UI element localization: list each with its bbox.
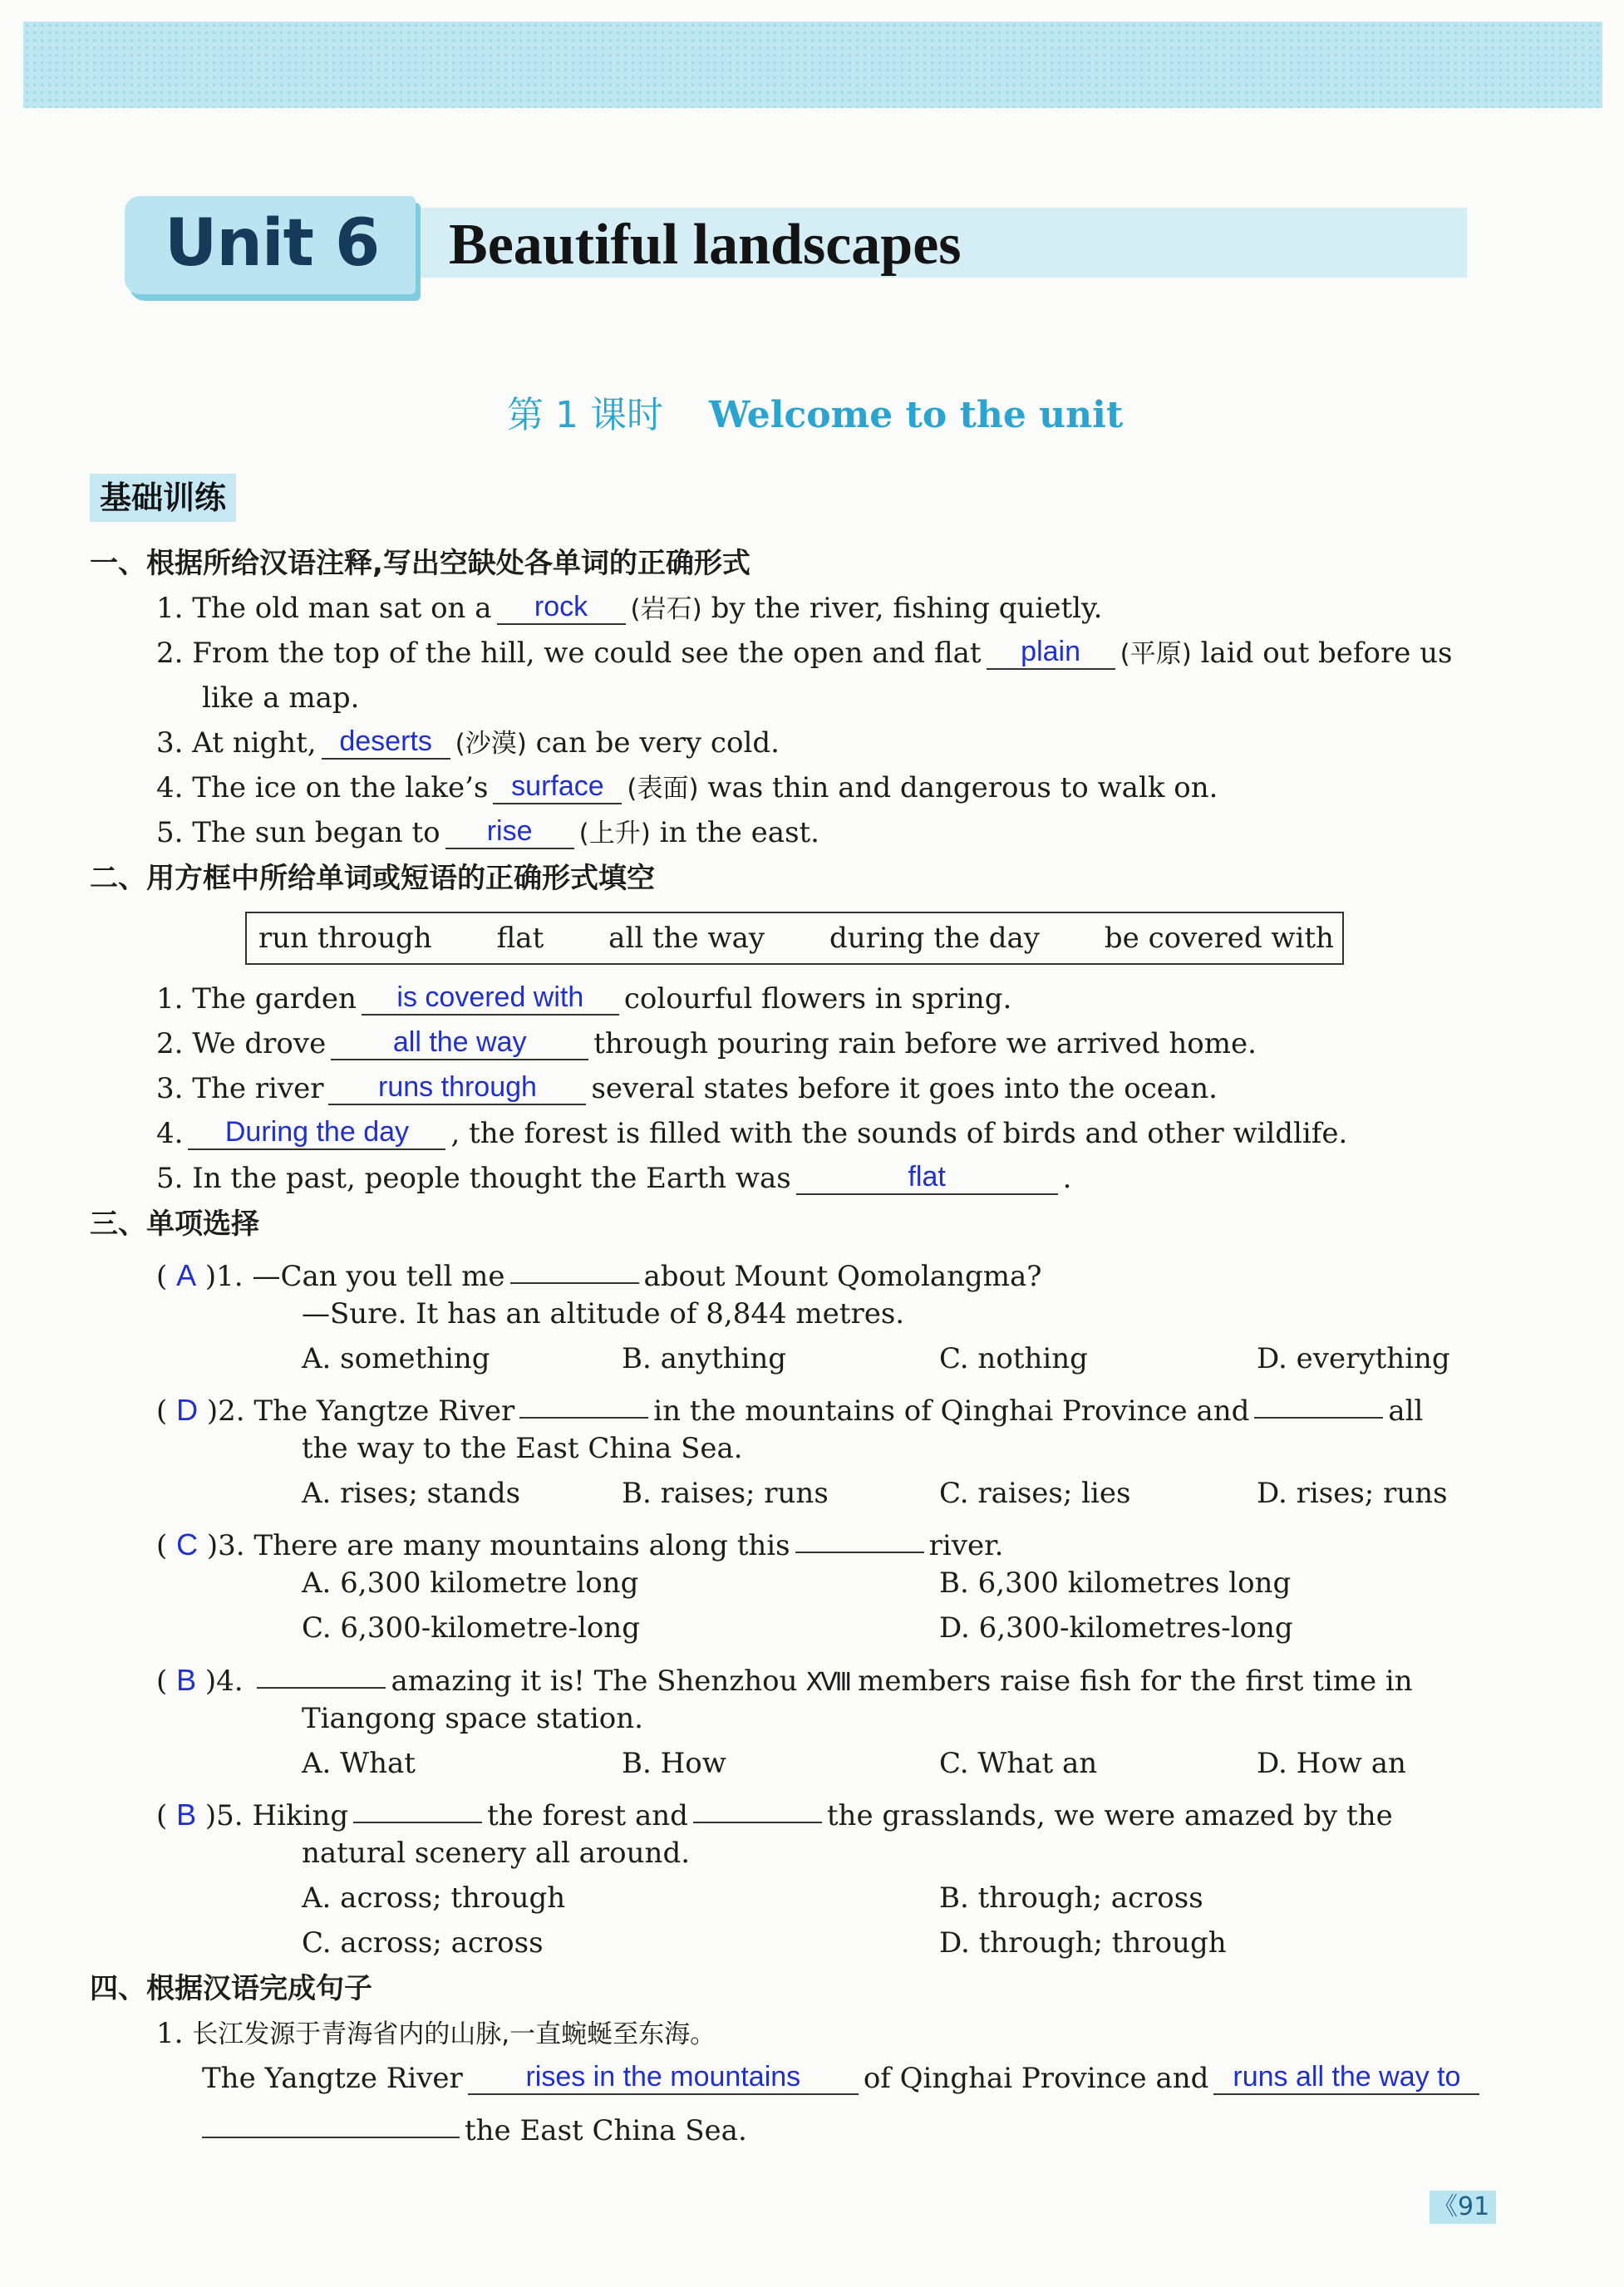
box-word: be covered with	[1104, 922, 1334, 955]
q1-line: ( A )1. —Can you tell me about Mount Qomolangma?	[156, 1249, 1042, 1296]
answer-blank[interactable]	[202, 2103, 460, 2138]
answer-blank[interactable]	[1254, 1384, 1383, 1419]
p1-item-4: 4. The ice on the lake’s surface (表面) was thin and dangerous to walk on.	[156, 770, 1218, 804]
p2-item-5: 5. In the past, people thought the Earth was flat .	[156, 1161, 1072, 1195]
q5-option-c[interactable]: C. across; across	[302, 1926, 544, 1960]
box-word: during the day	[829, 922, 1040, 955]
q1-option-d[interactable]: D. everything	[1257, 1342, 1450, 1375]
part1-heading: 一、根据所给汉语注释,写出空缺处各单词的正确形式	[90, 547, 750, 580]
part4-heading: 四、根据汉语完成句子	[90, 1972, 372, 2005]
q5-line: ( B )5. Hiking the forest and the grasslands, we were amazed by the	[156, 1788, 1393, 1836]
box-word: run through	[258, 922, 432, 955]
p2-item-3: 3. The river runs through several states before it goes into the ocean.	[156, 1071, 1218, 1105]
p2-item-2: 2. We drove all the way through pouring rain before we arrived home.	[156, 1026, 1257, 1060]
p1-item-5: 5. The sun began to rise (上升) in the east.	[156, 815, 819, 849]
answer-blank[interactable]: rise	[445, 814, 574, 849]
q1-option-a[interactable]: A. something	[302, 1342, 490, 1375]
unit-title: Beautiful landscapes	[449, 213, 962, 277]
box-word: flat	[496, 922, 544, 955]
answer-blank[interactable]: flat	[796, 1160, 1058, 1195]
answer-blank[interactable]	[519, 1384, 648, 1419]
q2-option-a[interactable]: A. rises; stands	[302, 1477, 521, 1510]
p4-item-1-en-cont: the East China Sea.	[202, 2103, 747, 2151]
double-chevron-left-icon: 《	[1433, 2192, 1458, 2221]
q4-option-d[interactable]: D. How an	[1257, 1747, 1406, 1780]
answer-blank[interactable]: During the day	[188, 1115, 445, 1150]
lesson-number: 第 1 课时	[507, 394, 663, 436]
p1-item-2: 2. From the top of the hill, we could see the open and flat plain (平原) laid out before us	[156, 636, 1453, 670]
p2-item-1: 1. The garden is covered with colourful flowers in spring.	[156, 981, 1012, 1016]
q3-line: ( C )3. There are many mountains along this river.	[156, 1518, 1003, 1566]
q2-line: ( D )2. The Yangtze River in the mountains of Qinghai Province and all	[156, 1384, 1423, 1431]
answer-blank[interactable]: rises in the mountains	[468, 2060, 859, 2095]
answer-blank[interactable]	[510, 1249, 639, 1284]
p4-item-1-cn: 1. 长江发源于青海省内的山脉,一直蜿蜒至东海。	[156, 2017, 716, 2050]
q5-line2: natural scenery all around.	[302, 1837, 691, 1870]
q2-answer[interactable]: D	[176, 1393, 199, 1427]
q3-option-a[interactable]: A. 6,300 kilometre long	[302, 1566, 639, 1600]
q5-option-d[interactable]: D. through; through	[939, 1926, 1227, 1960]
q4-line: ( B )4. amazing it is! The Shenzhou XVIII members raise fish for the first time in	[156, 1654, 1413, 1703]
q2-line2: the way to the East China Sea.	[302, 1432, 743, 1465]
answer-blank[interactable]	[693, 1788, 822, 1823]
q5-option-a[interactable]: A. across; through	[302, 1881, 566, 1915]
box-word: all the way	[608, 922, 765, 955]
p1-item-3: 3. At night, deserts (沙漠) can be very cold.	[156, 725, 780, 760]
page-number: 《91	[1430, 2191, 1496, 2224]
word-box	[245, 912, 1344, 965]
q2-option-c[interactable]: C. raises; lies	[939, 1477, 1131, 1510]
answer-blank[interactable]: plain	[987, 635, 1115, 670]
answer-blank[interactable]: deserts	[322, 725, 450, 760]
lesson-title	[507, 385, 1123, 438]
section-tag: 基础训练	[90, 474, 236, 522]
answer-blank[interactable]	[353, 1788, 482, 1823]
p4-item-1-en: The Yangtze River rises in the mountains of Qinghai Province and runs all the way to	[202, 2058, 1484, 2098]
part3-heading: 三、单项选择	[90, 1207, 259, 1241]
q2-option-b[interactable]: B. raises; runs	[622, 1477, 829, 1510]
answer-blank[interactable]: rock	[497, 590, 626, 625]
q1-answer[interactable]: A	[176, 1258, 197, 1292]
answer-blank[interactable]: is covered with	[362, 981, 619, 1016]
top-decorative-band	[23, 22, 1602, 108]
unit-label: Unit 6	[165, 206, 380, 281]
answer-blank[interactable]: runs all the way to	[1213, 2060, 1479, 2095]
answer-blank[interactable]: runs through	[328, 1070, 586, 1105]
answer-blank[interactable]: all the way	[331, 1025, 588, 1060]
q1-option-b[interactable]: B. anything	[622, 1342, 787, 1375]
q5-answer[interactable]: B	[176, 1798, 197, 1832]
p1-item-1: 1. The old man sat on a rock (岩石) by the river, fishing quietly.	[156, 591, 1103, 625]
p2-item-4: 4. During the day , the forest is filled with the sounds of birds and other wildlife.	[156, 1116, 1348, 1150]
q1-option-c[interactable]: C. nothing	[939, 1342, 1088, 1375]
q2-option-d[interactable]: D. rises; runs	[1257, 1477, 1448, 1510]
q5-option-b[interactable]: B. through; across	[939, 1881, 1203, 1915]
q3-answer[interactable]: C	[176, 1527, 199, 1562]
q4-option-c[interactable]: C. What an	[939, 1747, 1098, 1780]
q3-option-d[interactable]: D. 6,300-kilometres-long	[939, 1611, 1293, 1645]
roman-numeral: XVIII	[805, 1668, 850, 1697]
q1-line2: —Sure. It has an altitude of 8,844 metres.	[302, 1297, 905, 1330]
q4-line2: Tiangong space station.	[302, 1702, 643, 1735]
p1-item-2-cont: like a map.	[202, 681, 360, 715]
part2-heading: 二、用方框中所给单词或短语的正确形式填空	[90, 862, 655, 895]
q4-option-a[interactable]: A. What	[302, 1747, 416, 1780]
q3-option-b[interactable]: B. 6,300 kilometres long	[939, 1566, 1292, 1600]
q4-answer[interactable]: B	[176, 1663, 197, 1697]
answer-blank[interactable]	[795, 1518, 924, 1553]
q3-option-c[interactable]: C. 6,300-kilometre-long	[302, 1611, 640, 1645]
lesson-name: Welcome to the unit	[708, 394, 1124, 436]
answer-blank[interactable]	[257, 1654, 386, 1689]
answer-blank[interactable]: surface	[493, 770, 622, 804]
q4-option-b[interactable]: B. How	[622, 1747, 726, 1780]
